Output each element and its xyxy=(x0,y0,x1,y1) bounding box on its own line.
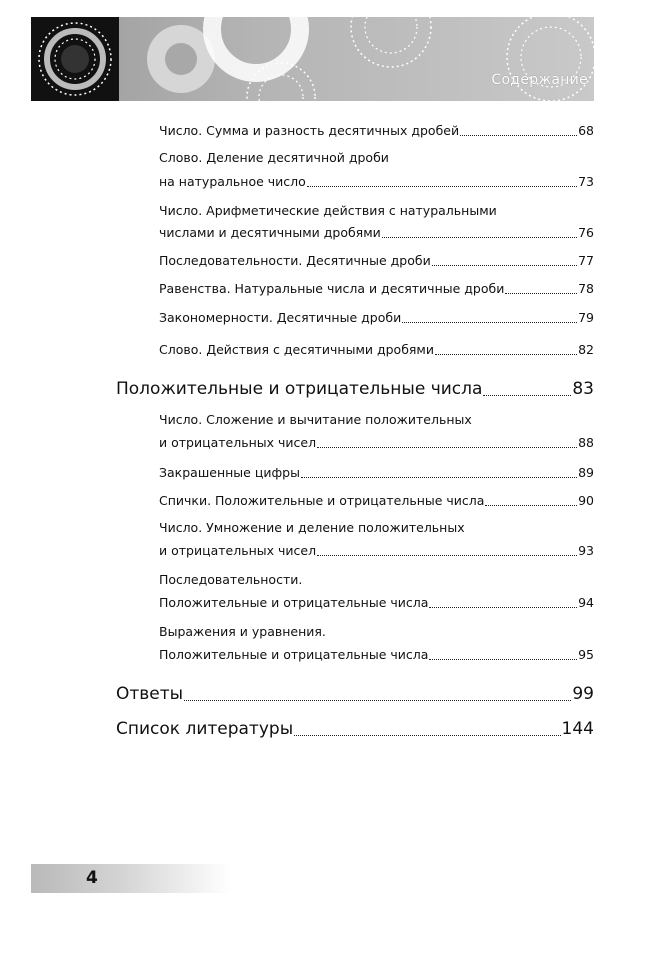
toc-entry-title: Спички. Положительные и отрицательные числа xyxy=(159,493,485,508)
toc-line xyxy=(159,224,594,242)
toc-page-number: 90 xyxy=(578,493,594,508)
toc-chapter-entry[interactable] xyxy=(116,718,594,740)
page-number-bar xyxy=(31,864,231,893)
toc-page-number: 83 xyxy=(572,379,594,399)
toc-page-number: 79 xyxy=(578,310,594,325)
toc-entry[interactable] xyxy=(159,571,594,612)
toc-line xyxy=(159,594,594,612)
toc-leader-dots xyxy=(184,699,571,701)
toc-entry-title: Последовательности. xyxy=(159,572,303,587)
toc-page-number: 89 xyxy=(578,465,594,480)
toc-leader-dots xyxy=(307,185,577,187)
toc-line xyxy=(159,646,594,664)
toc-line xyxy=(159,122,594,140)
toc-entry-title: Последовательности. Десятичные дроби xyxy=(159,253,431,268)
toc-entry-title-cont: Положительные и отрицательные числа xyxy=(159,647,429,662)
toc-page-number: 88 xyxy=(578,435,594,450)
toc-entry-title-cont: числами и десятичными дробями xyxy=(159,225,381,240)
toc-entry[interactable] xyxy=(159,122,594,140)
toc-line xyxy=(159,252,594,270)
toc-line xyxy=(116,683,594,705)
toc-page-number: 144 xyxy=(561,719,594,739)
toc-leader-dots xyxy=(435,353,577,355)
toc-entry[interactable] xyxy=(159,149,594,191)
page-number: 4 xyxy=(86,868,98,888)
toc-entry[interactable] xyxy=(159,492,594,510)
toc-entry[interactable] xyxy=(159,202,594,242)
toc-leader-dots xyxy=(429,658,577,660)
toc-entry[interactable] xyxy=(159,309,594,327)
toc-line xyxy=(159,434,594,452)
toc-line xyxy=(159,149,594,167)
toc-line xyxy=(159,341,594,359)
toc-line xyxy=(116,378,594,400)
toc-leader-dots xyxy=(429,606,577,608)
toc-line xyxy=(159,519,594,537)
toc-chapter-title: Положительные и отрицательные числа xyxy=(116,379,483,399)
toc-entry-title-cont: Положительные и отрицательные числа xyxy=(159,595,429,610)
section-title: Содержание xyxy=(491,72,588,88)
toc-page-number: 95 xyxy=(578,647,594,662)
toc-line xyxy=(116,718,594,740)
toc-line xyxy=(159,542,594,560)
toc-line xyxy=(159,173,594,191)
toc-page-number: 77 xyxy=(578,253,594,268)
toc-entry[interactable] xyxy=(159,411,594,452)
toc-chapter-entry[interactable] xyxy=(116,378,594,400)
toc-page-number: 78 xyxy=(578,281,594,296)
toc-page-number: 82 xyxy=(578,342,594,357)
toc-page-number: 94 xyxy=(578,595,594,610)
toc-entry-title: Слово. Деление десятичной дроби xyxy=(159,150,389,165)
toc-page-number: 73 xyxy=(578,174,594,189)
toc-leader-dots xyxy=(432,264,577,266)
toc-page-number: 68 xyxy=(578,123,594,138)
toc-leader-dots xyxy=(402,321,577,323)
toc-entry[interactable] xyxy=(159,464,594,482)
toc-entry[interactable] xyxy=(159,252,594,270)
toc-entry-title: Число. Арифметические действия с натуральными xyxy=(159,203,497,218)
toc-leader-dots xyxy=(317,554,577,556)
toc-entry-title-cont: и отрицательных чисел xyxy=(159,435,317,450)
toc-entry-title-cont: на натуральное число xyxy=(159,174,306,189)
toc-entry-title: Число. Сумма и разность десятичных дробей xyxy=(159,123,460,138)
toc-entry-title: Закрашенные цифры xyxy=(159,465,300,480)
toc-entry-title: Число. Умножение и деление положительных xyxy=(159,520,465,535)
toc-page-number: 76 xyxy=(578,225,594,240)
toc-page-number: 99 xyxy=(572,684,594,704)
toc-entry-title: Выражения и уравнения. xyxy=(159,624,326,639)
toc-leader-dots xyxy=(301,476,577,478)
toc-leader-dots xyxy=(294,734,560,736)
toc-line xyxy=(159,623,594,641)
toc-leader-dots xyxy=(317,446,577,448)
toc-leader-dots xyxy=(485,504,577,506)
toc-entry[interactable] xyxy=(159,280,594,298)
toc-chapter-title: Список литературы xyxy=(116,719,294,739)
toc-entry-title: Число. Сложение и вычитание положительных xyxy=(159,412,472,427)
toc-line xyxy=(159,571,594,589)
toc-line xyxy=(159,464,594,482)
toc-line xyxy=(159,202,594,220)
toc-chapter-entry[interactable] xyxy=(116,683,594,705)
toc-entry-title: Слово. Действия с десятичными дробями xyxy=(159,342,434,357)
toc-leader-dots xyxy=(483,394,571,396)
toc-entry[interactable] xyxy=(159,623,594,664)
toc-entry-title: Равенства. Натуральные числа и десятичные дроби xyxy=(159,281,505,296)
toc-line xyxy=(159,280,594,298)
toc-leader-dots xyxy=(505,292,577,294)
toc-entry[interactable] xyxy=(159,341,594,359)
toc-leader-dots xyxy=(382,236,577,238)
toc-page-number: 93 xyxy=(578,543,594,558)
toc-entry-title-cont: и отрицательных чисел xyxy=(159,543,317,558)
toc-line xyxy=(159,309,594,327)
toc-entry[interactable] xyxy=(159,519,594,560)
toc-chapter-title: Ответы xyxy=(116,684,184,704)
toc-leader-dots xyxy=(460,134,577,136)
toc-entry-title: Закономерности. Десятичные дроби xyxy=(159,310,402,325)
toc-line xyxy=(159,411,594,429)
toc-line xyxy=(159,492,594,510)
